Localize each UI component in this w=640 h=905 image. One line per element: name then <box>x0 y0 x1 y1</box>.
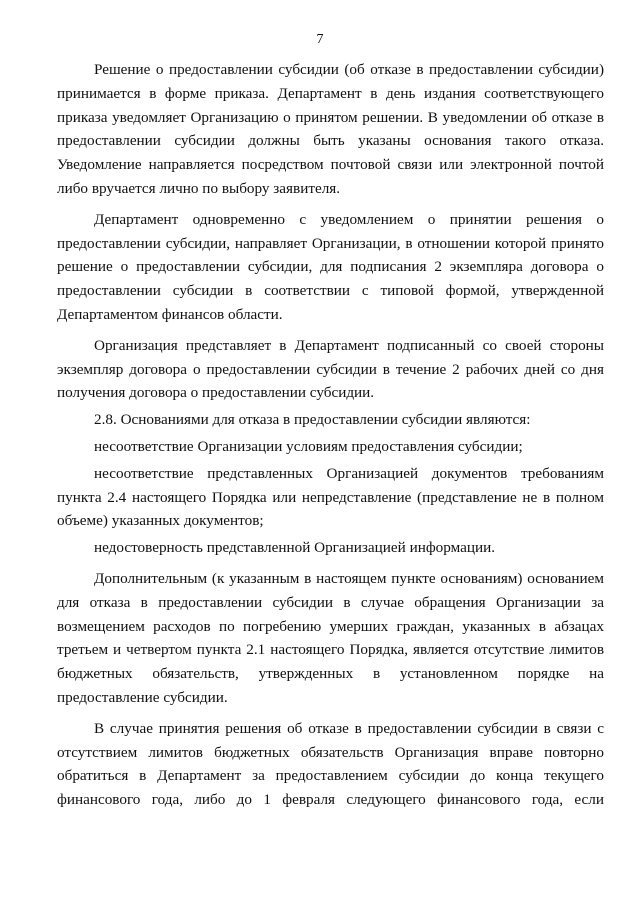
document-body <box>57 58 604 812</box>
paragraph-additional-ground: Дополнительным (к указанным в настоящем пункте основаниям) основанием для отказа в предоставлении субсидии в случае обращения Организации за возмещением расходов по погребению умерших граждан, указанных в абзацах третьем и четвертом пункта 2.1 настоящего Порядка, является отсутствие лимитов бюджетных обязательств, утвержденных в установленном порядке на предоставление субсидии. <box>57 569 604 706</box>
paragraph-refusal-ground-conditions: несоответствие Организации условиям предоставления субсидии; <box>94 437 523 455</box>
paragraph-refusal-ground-unreliable-info: недостоверность представленной Организацией информации. <box>94 539 496 557</box>
page-number: 7 <box>316 32 324 47</box>
paragraph-decision-form: Решение о предоставлении субсидии (об отказе в предоставлении субсидии) принимается в форме приказа. Департамент в день издания соответствующего приказа уведомляет Организацию о принятом решении. В уведомлении об отказе в предоставлении субсидии должны быть указаны основания такого отказа. Уведомление направляется посредством почтовой связи или электронной почтой либо вручается лично по выбору заявителя. <box>57 61 604 197</box>
paragraph-repeat-application: В случае принятия решения об отказе в предоставлении субсидии в связи с отсутствием лимитов бюджетных обязательств Организация вправе повторно обратиться в Департамент за предоставлением субсидии до конца текущего финансового года, либо до 1 февраля следующего финансового года, если <box>57 719 604 809</box>
paragraph-refusal-ground-documents: несоответствие представленных Организацией документов требованиям пункта 2.4 настоящего Порядка или непредставление (представление не в полном объеме) указанных документов; <box>57 464 604 530</box>
paragraph-refusal-grounds-heading: 2.8. Основаниями для отказа в предоставлении субсидии являются: <box>94 411 531 429</box>
paragraph-agreement-return: Организация представляет в Департамент подписанный со своей стороны экземпляр договора о предоставлении субсидии в течение 2 рабочих дней со дня получения договора о предоставлении субсидии. <box>57 336 604 402</box>
paragraph-agreement-sending: Департамент одновременно с уведомлением о принятии решения о предоставлении субсидии, направляет Организации, в отношении которой принято решение о предоставлении субсидии, для подписания 2 экземпляра договора о предоставлении субсидии в соответствии с типовой формой, утвержденной Департаментом финансов области. <box>57 210 604 323</box>
